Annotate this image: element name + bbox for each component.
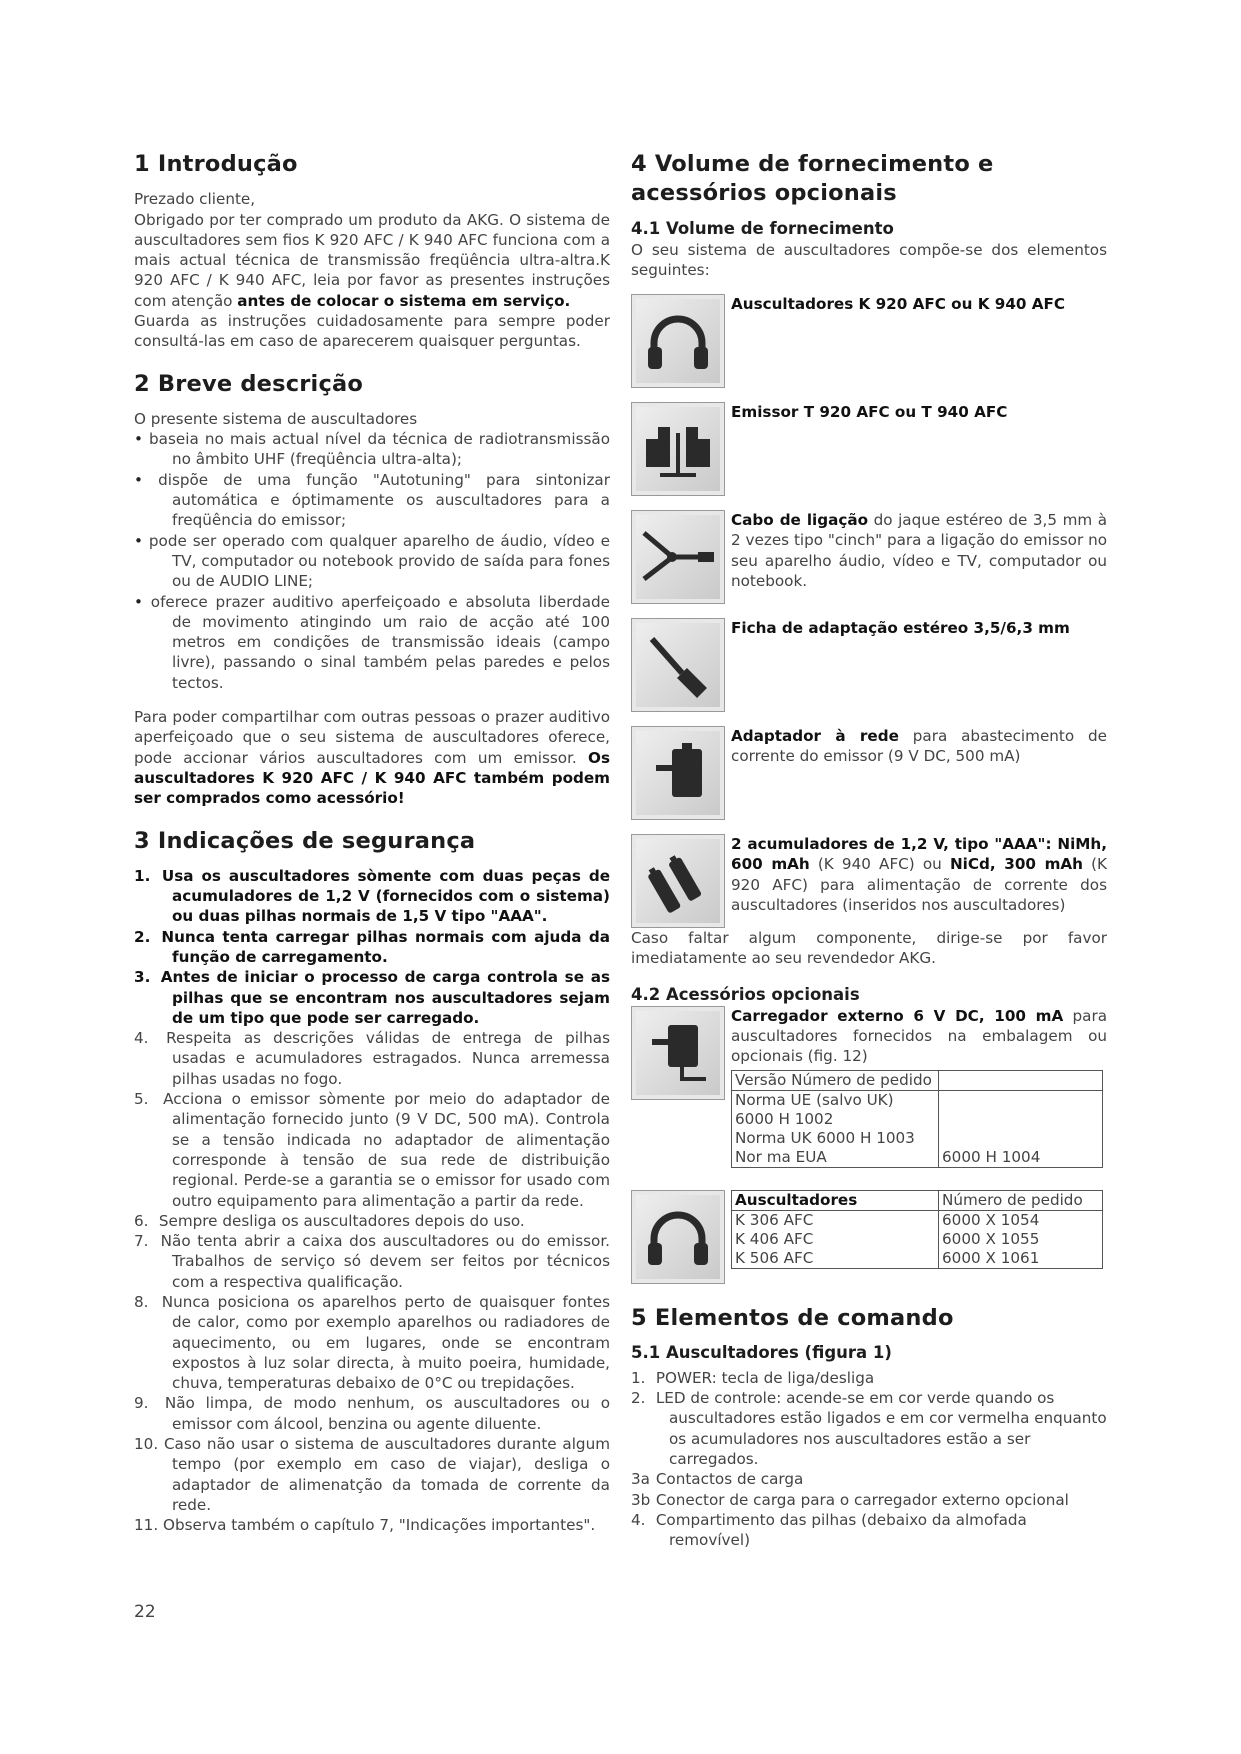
feature-list: [134, 429, 610, 693]
supply-item-headphones: Auscultadores K 920 AFC ou K 940 AFC: [631, 294, 1107, 386]
list-item: • dispõe de uma função "Autotuning" para sintonizar automática e óptimamente os auscultadores para a freqüência do emissor;: [134, 470, 610, 531]
list-item: 2. LED de controle: acende-se em cor verde quando os auscultadores estão ligados e em cor vermelha enquanto os acumuladores nos auscultadores estão a ser carregados.: [631, 1389, 1107, 1469]
list-item: 1. Usa os auscultadores sòmente com duas peças de acumuladores de 1,2 V (fornecidos com o sistema) ou duas pilhas normais de 1,5 V tipo "AAA".: [134, 866, 610, 926]
subsection-5-1-title: 5.1 Auscultadores (figura 1): [631, 1342, 892, 1362]
list-item: 3a Contactos de carga: [631, 1470, 804, 1489]
headphones-icon: [631, 1190, 725, 1284]
safety-list: [134, 866, 610, 1536]
section-4-title: 4 Volume de fornecimento e acessórios opcionais: [631, 151, 994, 207]
accessory-charger: Carregador externo 6 V DC, 100 mA para auscultadores fornecidos na embalagem ou opcionais (fig. 12) Versão Número de pedido Norma UE (salvo UK) 6000 H 1002 Norma UK 6000 H 1003 Nor ma EUA 6000 H 1004: [631, 1006, 1107, 1168]
greeting: Prezado cliente,: [134, 190, 256, 209]
section-3-title: 3 Indicações de segurança: [134, 827, 476, 854]
list-item: 2. Nunca tenta carregar pilhas normais com ajuda da função de carregamento.: [134, 927, 610, 966]
list-item: 3. Antes de iniciar o processo de carga controla se as pilhas que se encontram nos auscultadores sejam de um tipo que pode ser carregado.: [134, 968, 610, 1027]
supply-item-cable: Cabo de ligação do jaque estéreo de 3,5 mm à 2 vezes tipo "cinch" para a ligação do emissor no seu aparelho áudio, vídeo e TV, computador ou notebook.: [631, 510, 1107, 602]
storage-paragraph: Guarda as instruções cuidadosamente para sempre poder consultá-las em caso de aparecerem quaisquer perguntas.: [134, 312, 610, 351]
table-row: K 306 AFC 6000 X 1054: [732, 1210, 1103, 1230]
transmitter-icon: [631, 402, 725, 496]
section-1-title: 1 Introdução: [134, 151, 298, 177]
power-adapter-icon: [631, 726, 725, 820]
right-column: [631, 150, 1107, 1551]
missing-note: Caso faltar algum componente, dirige-se por favor imediatamente ao seu revendedor AKG.: [631, 929, 1107, 968]
list-item: 4. Respeita as descrições válidas de entrega de pilhas usadas e acumuladores estragados. Nunca arremessa pilhas usadas no fogo.: [134, 1029, 611, 1088]
subsection-4-2-title: 4.2 Acessórios opcionais: [631, 984, 860, 1004]
cable-icon: [631, 510, 725, 604]
list-item: 4. Compartimento das pilhas (debaixo da almofada removível): [631, 1510, 1027, 1550]
plug-adapter-icon: [631, 618, 725, 712]
charger-icon: [631, 1006, 725, 1100]
list-item: 9. Não limpa, de modo nenhum, os auscultadores ou o emissor com álcool, benzina ou agente diluente.: [134, 1394, 610, 1433]
controls-list: [631, 1368, 1107, 1551]
supply-intro: O seu sistema de auscultadores compõe-se dos elementos seguintes:: [631, 240, 1107, 279]
headphones-order-table: [731, 1190, 1103, 1269]
table-row: Norma UE (salvo UK) 6000 H 1002: [732, 1090, 1103, 1129]
list-item: 6. Sempre desliga os auscultadores depois do uso.: [134, 1211, 525, 1230]
table-row: Versão Número de pedido: [732, 1070, 1103, 1090]
subsection-4-1-title: 4.1 Volume de fornecimento: [631, 218, 894, 238]
supply-item-power-adapter: Adaptador à rede para abastecimento de corrente do emissor (9 V DC, 500 mA): [631, 726, 1107, 818]
section-5-title: 5 Elementos de comando: [631, 1304, 954, 1331]
left-column: [134, 150, 610, 1536]
list-item: 5. Acciona o emissor sòmente por meio do adaptador de alimentação fornecido junto (9 V DC, 500 mA). Controla se a tensão indicada no adaptador de alimentação corresponde à tensão de sua rede de distribuição regional. Perde-se a garantia se o emissor for usado com outro equipamento para alimentação a partir da rede.: [134, 1090, 610, 1210]
table-row: K 506 AFC 6000 X 1061: [732, 1249, 1103, 1269]
batteries-icon: [631, 834, 725, 928]
table-row: Auscultadores Número de pedido: [732, 1190, 1103, 1210]
supply-item-plug-adapter: Ficha de adaptação estéreo 3,5/6,3 mm: [631, 618, 1107, 710]
supply-item-transmitter: Emissor T 920 AFC ou T 940 AFC: [631, 402, 1107, 494]
table-row: K 406 AFC 6000 X 1055: [732, 1230, 1103, 1249]
list-item: 7. Não tenta abrir a caixa dos auscultadores ou do emissor. Trabalhos de serviço só devem ser feitos por técnicos com a respectiva qualificação.: [134, 1232, 611, 1291]
list-item: • baseia no mais actual nível da técnica de radiotransmissão no âmbito UHF (freqüência ultra-alta);: [134, 429, 610, 470]
intro-paragraph: Obrigado por ter comprado um produto da AKG. O sistema de auscultadores sem fios K 920 AFC / K 940 AFC funciona com a mais actual técnica de transmissão freqüência ultra-altra.K 920 AFC / K 940 AFC, leia por favor as presentes instruções com atenção antes de colocar o sistema em serviço.: [134, 210, 610, 310]
description-intro: O presente sistema de auscultadores: [134, 409, 418, 428]
list-item: • oferece prazer auditivo aperfeiçoado e absoluta liberdade de movimento atingindo um raio de acção até 100 metros em condições de transmissão ideais (campo livre), passando o sinal também pelas paredes e pelos tectos.: [134, 592, 610, 693]
accessory-headphones: [631, 1190, 1107, 1282]
list-item: 3b Conector de carga para o carregador externo opcional: [631, 1490, 1069, 1509]
table-row: Norma UK 6000 H 1003: [732, 1129, 1103, 1148]
section-2-title: 2 Breve descrição: [134, 370, 364, 397]
table-row: Nor ma EUA 6000 H 1004: [732, 1148, 1103, 1168]
list-item: 10. Caso não usar o sistema de auscultadores durante algum tempo (por exemplo em caso de viajar), desliga o adaptador de alimenatção da tomada de corrente da rede.: [134, 1435, 610, 1514]
list-item: • pode ser operado com qualquer aparelho de áudio, vídeo e TV, computador ou notebook provido de saída para fones ou de AUDIO LINE;: [134, 531, 610, 592]
share-paragraph: Para poder compartilhar com outras pessoas o prazer auditivo aperfeiçoado que o seu sistema de auscultadores oferece, pode accionar vários auscultadores com um emissor. Os auscultadores K 920 AFC / K 940 AFC também podem ser comprados como acessório!: [134, 708, 610, 808]
list-item: 11. Observa também o capítulo 7, "Indicações importantes".: [134, 1516, 596, 1535]
headphones-icon: [631, 294, 725, 388]
supply-item-batteries: 2 acumuladores de 1,2 V, tipo "AAA": NiMh, 600 mAh (K 940 AFC) ou NiCd, 300 mAh (K 920 AFC) para alimentação de corrente dos auscultadores (inseridos nos auscultadores): [631, 834, 1107, 926]
page-number: 22: [134, 1602, 156, 1622]
list-item: 8. Nunca posiciona os aparelhos perto de quaisquer fontes de calor, como por exemplo aparelhos ou radiadores de aquecimento, ou em lugares, onde se encontram expostos à luz solar directa, à muito poeira, humidade, chuva, temperaturas debaixo de 0°C ou trepidações.: [134, 1293, 610, 1393]
charger-order-table: [731, 1070, 1103, 1168]
list-item: 1. POWER: tecla de liga/desliga: [631, 1368, 875, 1387]
